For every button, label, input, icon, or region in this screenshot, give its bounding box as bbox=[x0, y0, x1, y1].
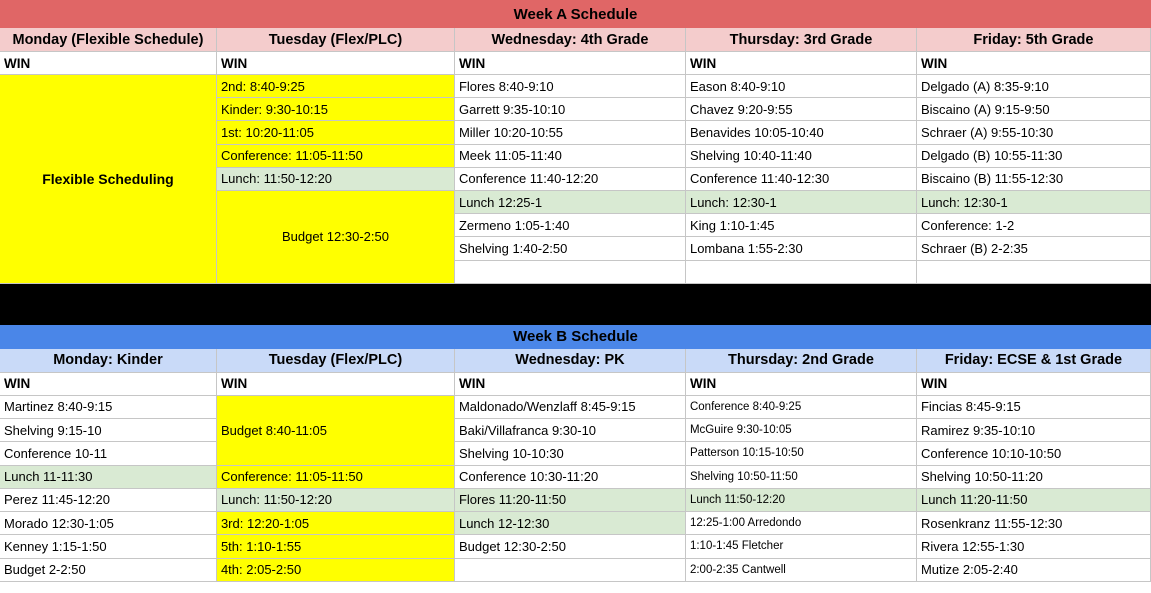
week-a-win-row bbox=[0, 52, 1151, 75]
schedule-cell[interactable]: Schraer (A) 9:55-10:30 bbox=[917, 121, 1151, 144]
week-a-body bbox=[0, 75, 1151, 284]
schedule-cell[interactable]: Shelving 10:50-11:50 bbox=[686, 466, 917, 489]
week-b-win-cell-3[interactable]: WIN bbox=[686, 373, 917, 396]
schedule-cell[interactable]: McGuire 9:30-10:05 bbox=[686, 419, 917, 442]
week-b-day-header-4[interactable]: Friday: ECSE & 1st Grade bbox=[917, 349, 1151, 373]
week-b-day-header-0[interactable]: Monday: Kinder bbox=[0, 349, 217, 373]
schedule-cell[interactable]: Shelving 1:40-2:50 bbox=[455, 237, 686, 260]
week-a-column-friday bbox=[917, 75, 1151, 284]
schedule-cell[interactable]: 4th: 2:05-2:50 bbox=[217, 559, 455, 582]
schedule-cell[interactable]: 3rd: 12:20-1:05 bbox=[217, 512, 455, 535]
week-a-column-wednesday bbox=[455, 75, 686, 284]
schedule-cell[interactable]: 1st: 10:20-11:05 bbox=[217, 121, 455, 144]
schedule-cell[interactable]: Baki/Villafranca 9:30-10 bbox=[455, 419, 686, 442]
week-a-win-cell-2[interactable]: WIN bbox=[455, 52, 686, 75]
schedule-cell[interactable]: Martinez 8:40-9:15 bbox=[0, 396, 217, 419]
schedule-cell[interactable]: Budget 12:30-2:50 bbox=[455, 535, 686, 558]
schedule-cell[interactable]: Eason 8:40-9:10 bbox=[686, 75, 917, 98]
week-a-column-tuesday bbox=[217, 75, 455, 284]
week-b-win-cell-1[interactable]: WIN bbox=[217, 373, 455, 396]
schedule-cell[interactable]: 12:25-1:00 Arredondo bbox=[686, 512, 917, 535]
schedule-cell[interactable]: King 1:10-1:45 bbox=[686, 214, 917, 237]
schedule-cell[interactable]: Rivera 12:55-1:30 bbox=[917, 535, 1151, 558]
week-a-day-header-3[interactable]: Thursday: 3rd Grade bbox=[686, 28, 917, 52]
schedule-cell[interactable]: Lunch 11:50-12:20 bbox=[686, 489, 917, 512]
schedule-cell[interactable]: Garrett 9:35-10:10 bbox=[455, 98, 686, 121]
schedule-cell[interactable]: Meek 11:05-11:40 bbox=[455, 145, 686, 168]
schedule-cell[interactable]: Lunch: 12:30-1 bbox=[917, 191, 1151, 214]
schedule-cell[interactable]: Maldonado/Wenzlaff 8:45-9:15 bbox=[455, 396, 686, 419]
schedule-cell[interactable] bbox=[455, 559, 686, 582]
schedule-cell[interactable]: Conference 10:10-10:50 bbox=[917, 442, 1151, 465]
schedule-cell[interactable]: 1:10-1:45 Fletcher bbox=[686, 535, 917, 558]
schedule-cell[interactable] bbox=[455, 261, 686, 284]
week-a-title[interactable]: Week A Schedule bbox=[0, 0, 1151, 28]
schedule-cell[interactable]: Morado 12:30-1:05 bbox=[0, 512, 217, 535]
schedule-cell[interactable]: Delgado (B) 10:55-11:30 bbox=[917, 145, 1151, 168]
schedule-cell[interactable]: Shelving 10:40-11:40 bbox=[686, 145, 917, 168]
schedule-cell[interactable]: Lunch 12-12:30 bbox=[455, 512, 686, 535]
schedule-cell[interactable]: Chavez 9:20-9:55 bbox=[686, 98, 917, 121]
week-b-day-header-2[interactable]: Wednesday: PK bbox=[455, 349, 686, 373]
schedule-cell[interactable]: Patterson 10:15-10:50 bbox=[686, 442, 917, 465]
schedule-cell[interactable]: Lunch 11-11:30 bbox=[0, 466, 217, 489]
schedule-cell[interactable]: Biscaino (A) 9:15-9:50 bbox=[917, 98, 1151, 121]
schedule-cell[interactable]: Benavides 10:05-10:40 bbox=[686, 121, 917, 144]
schedule-cell[interactable]: Ramirez 9:35-10:10 bbox=[917, 419, 1151, 442]
section-divider bbox=[0, 284, 1151, 325]
week-b-column-tuesday bbox=[217, 396, 455, 582]
schedule-cell[interactable]: Conference 11:40-12:30 bbox=[686, 168, 917, 191]
week-b-day-header-3[interactable]: Thursday: 2nd Grade bbox=[686, 349, 917, 373]
week-b-win-row bbox=[0, 373, 1151, 396]
schedule-cell[interactable]: Perez 11:45-12:20 bbox=[0, 489, 217, 512]
week-a-day-header-row bbox=[0, 28, 1151, 52]
schedule-cell[interactable] bbox=[917, 261, 1151, 284]
week-b-win-cell-2[interactable]: WIN bbox=[455, 373, 686, 396]
week-b-body bbox=[0, 396, 1151, 582]
schedule-cell[interactable]: Lunch 12:25-1 bbox=[455, 191, 686, 214]
schedule-cell[interactable]: Shelving 9:15-10 bbox=[0, 419, 217, 442]
schedule-cell[interactable]: Lombana 1:55-2:30 bbox=[686, 237, 917, 260]
schedule-cell[interactable]: Zermeno 1:05-1:40 bbox=[455, 214, 686, 237]
schedule-cell[interactable]: 5th: 1:10-1:55 bbox=[217, 535, 455, 558]
week-a-day-header-0[interactable]: Monday (Flexible Schedule) bbox=[0, 28, 217, 52]
schedule-cell[interactable]: Flores 8:40-9:10 bbox=[455, 75, 686, 98]
week-b-section bbox=[0, 325, 1151, 582]
schedule-cell[interactable]: Budget 12:30-2:50 bbox=[217, 191, 455, 284]
schedule-cell[interactable]: Shelving 10:50-11:20 bbox=[917, 466, 1151, 489]
schedule-cell[interactable]: Conference: 11:05-11:50 bbox=[217, 466, 455, 489]
week-b-win-cell-0[interactable]: WIN bbox=[0, 373, 217, 396]
week-a-day-header-2[interactable]: Wednesday: 4th Grade bbox=[455, 28, 686, 52]
schedule-cell[interactable]: Fincias 8:45-9:15 bbox=[917, 396, 1151, 419]
schedule-cell[interactable]: Flexible Scheduling bbox=[0, 75, 217, 284]
schedule-cell[interactable]: Lunch 11:20-11:50 bbox=[917, 489, 1151, 512]
week-a-section bbox=[0, 0, 1151, 284]
schedule-cell[interactable]: Lunch: 11:50-12:20 bbox=[217, 168, 455, 191]
schedule-cell[interactable]: Delgado (A) 8:35-9:10 bbox=[917, 75, 1151, 98]
schedule-cell[interactable]: Conference 8:40-9:25 bbox=[686, 396, 917, 419]
week-b-column-monday bbox=[0, 396, 217, 582]
schedule-cell[interactable]: 2:00-2:35 Cantwell bbox=[686, 559, 917, 582]
schedule-cell[interactable]: Rosenkranz 11:55-12:30 bbox=[917, 512, 1151, 535]
schedule-cell[interactable]: Schraer (B) 2-2:35 bbox=[917, 237, 1151, 260]
week-a-column-monday bbox=[0, 75, 217, 284]
schedule-cell[interactable]: Budget 2-2:50 bbox=[0, 559, 217, 582]
schedule-cell[interactable]: Lunch: 12:30-1 bbox=[686, 191, 917, 214]
week-b-title[interactable]: Week B Schedule bbox=[0, 325, 1151, 349]
schedule-cell[interactable]: 2nd: 8:40-9:25 bbox=[217, 75, 455, 98]
week-a-win-cell-3[interactable]: WIN bbox=[686, 52, 917, 75]
week-a-column-thursday bbox=[686, 75, 917, 284]
schedule-cell[interactable]: Lunch: 11:50-12:20 bbox=[217, 489, 455, 512]
week-b-day-header-row bbox=[0, 349, 1151, 373]
schedule-cell[interactable]: Kinder: 9:30-10:15 bbox=[217, 98, 455, 121]
week-a-win-cell-0[interactable]: WIN bbox=[0, 52, 217, 75]
schedule-cell[interactable]: Miller 10:20-10:55 bbox=[455, 121, 686, 144]
schedule-cell[interactable]: Conference 10-11 bbox=[0, 442, 217, 465]
schedule-cell[interactable]: Flores 11:20-11:50 bbox=[455, 489, 686, 512]
schedule-cell[interactable]: Budget 8:40-11:05 bbox=[217, 396, 455, 466]
week-b-day-header-1[interactable]: Tuesday (Flex/PLC) bbox=[217, 349, 455, 373]
week-b-column-thursday bbox=[686, 396, 917, 582]
schedule-cell[interactable]: Conference: 11:05-11:50 bbox=[217, 145, 455, 168]
schedule-cell[interactable]: Shelving 10-10:30 bbox=[455, 442, 686, 465]
schedule-cell[interactable]: Kenney 1:15-1:50 bbox=[0, 535, 217, 558]
schedule-cell[interactable]: Mutize 2:05-2:40 bbox=[917, 559, 1151, 582]
week-b-win-cell-4[interactable]: WIN bbox=[917, 373, 1151, 396]
week-b-column-friday bbox=[917, 396, 1151, 582]
schedule-cell[interactable]: Biscaino (B) 11:55-12:30 bbox=[917, 168, 1151, 191]
schedule-cell[interactable] bbox=[686, 261, 917, 284]
week-a-day-header-4[interactable]: Friday: 5th Grade bbox=[917, 28, 1151, 52]
schedule-cell[interactable]: Conference 11:40-12:20 bbox=[455, 168, 686, 191]
week-a-day-header-1[interactable]: Tuesday (Flex/PLC) bbox=[217, 28, 455, 52]
week-a-win-cell-1[interactable]: WIN bbox=[217, 52, 455, 75]
week-a-win-cell-4[interactable]: WIN bbox=[917, 52, 1151, 75]
schedule-cell[interactable]: Conference: 1-2 bbox=[917, 214, 1151, 237]
schedule-cell[interactable]: Conference 10:30-11:20 bbox=[455, 466, 686, 489]
week-b-column-wednesday bbox=[455, 396, 686, 582]
